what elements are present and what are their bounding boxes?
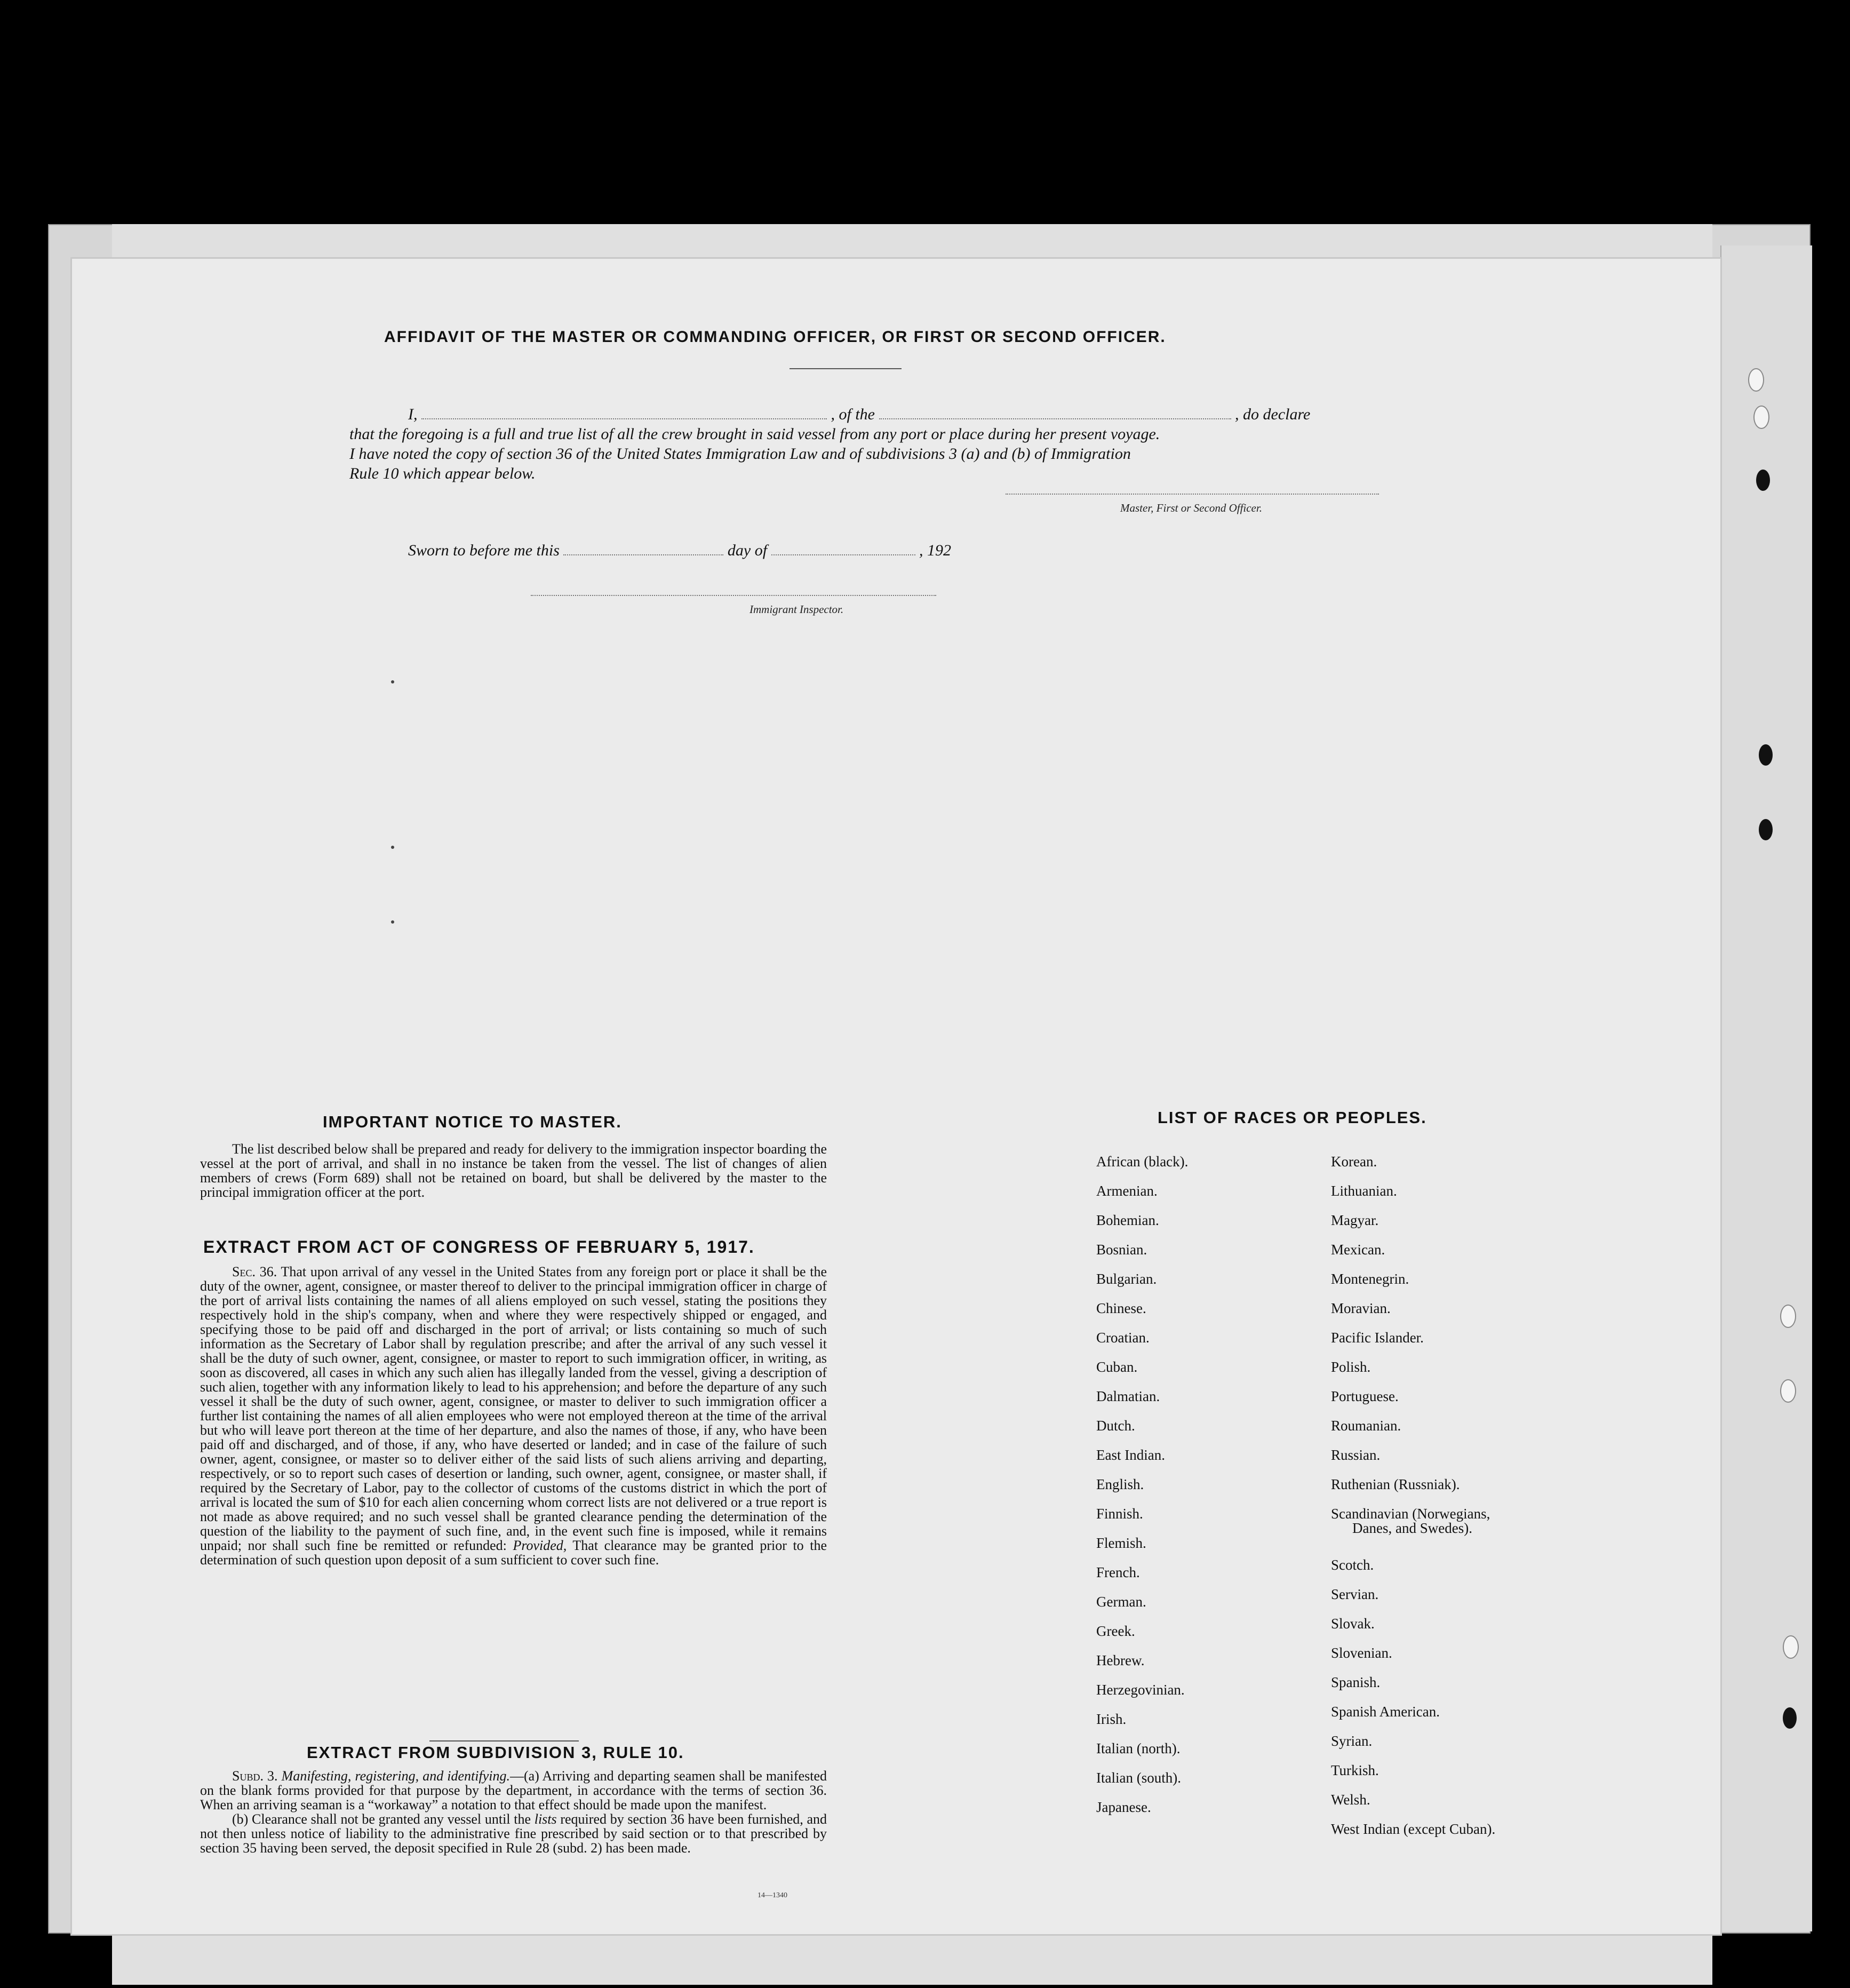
punch-hole-icon [1783, 1635, 1799, 1659]
sworn-month-field[interactable] [771, 554, 915, 555]
rule-extract-text [200, 1769, 827, 1855]
punch-hole-icon [1753, 405, 1769, 429]
race-item: Portuguese. [1331, 1388, 1399, 1404]
race-item: Croatian. [1096, 1330, 1150, 1346]
stray-mark [391, 920, 394, 924]
provided-word: Provided, [513, 1538, 567, 1553]
rule-text-a: —(a) Arriving and departing seamen shall be manifested on the blank forms provided for that purpose by the department, in accordance with the terms of section 36. When an arriving seaman is a “workaway” a notation to that effect should be made upon the manifest. [200, 1768, 827, 1812]
notice-paragraph: The list described below shall be prepared and ready for delivery to the immigration inspector boarding the vessel at the port of arrival, and shall in no instance be taken from the vessel. The list of changes of alien members of crews (Form 689) shall not be retained on board, but shall be delivered by the master to the principal immigration officer at the port. [200, 1141, 827, 1200]
sworn-day-field[interactable] [563, 554, 723, 555]
race-item: Ruthenian (Russniak). [1331, 1476, 1460, 1492]
punch-hole-icon [1780, 1305, 1796, 1328]
act-extract-title: EXTRACT FROM ACT OF CONGRESS OF FEBRUARY 5, 1917. [203, 1237, 755, 1257]
race-item: East Indian. [1096, 1447, 1165, 1463]
race-item: Italian (south). [1096, 1770, 1181, 1786]
name-field[interactable] [421, 418, 827, 419]
race-item: French. [1096, 1564, 1140, 1580]
rule-text-b-2: required by section 36 have been furnished, and not then unless notice of liability to the administrative fine prescribed by said section or to that prescribed by section 35 having been served, the deposit specified in Rule 28 (subd. 2) has been made. [200, 1811, 827, 1856]
sec-label: Sec. 36. [232, 1264, 277, 1279]
rule-paragraph-a [200, 1769, 827, 1812]
affidavit-declare: , do declare [1235, 405, 1311, 423]
race-item: Dalmatian. [1096, 1388, 1160, 1404]
race-item: Bulgarian. [1096, 1271, 1157, 1287]
rule-heading: Manifesting, registering, and identifying. [281, 1768, 510, 1784]
race-item: Lithuanian. [1331, 1183, 1397, 1199]
notice-title: IMPORTANT NOTICE TO MASTER. [323, 1112, 622, 1131]
inspector-signature-field[interactable] [531, 595, 936, 596]
punch-hole-icon [1759, 744, 1773, 766]
notice-text [200, 1142, 827, 1199]
race-item: African (black). [1096, 1154, 1189, 1170]
rule-text-b-lists: lists [534, 1811, 557, 1827]
race-item: Scandinavian (Norwegians, [1331, 1506, 1490, 1522]
sworn-line [408, 542, 951, 560]
race-item: Dutch. [1096, 1418, 1135, 1434]
race-item: Bohemian. [1096, 1212, 1159, 1228]
race-item: Roumanian. [1331, 1418, 1401, 1434]
race-item: Welsh. [1331, 1792, 1370, 1808]
race-item: German. [1096, 1594, 1146, 1610]
form-number: 14—1340 [757, 1891, 787, 1899]
affidavit-line-2: that the foregoing is a full and true list of all the crew brought in said vessel from any port or place during her present voyage. [349, 425, 1160, 443]
race-item: Pacific Islander. [1331, 1330, 1424, 1346]
subd-label: Subd. 3. [232, 1768, 278, 1784]
affidavit-line-3: I have noted the copy of section 36 of the United States Immigration Law and of subdivisions 3 (a) and (b) of Immigration [349, 445, 1131, 463]
races-title: LIST OF RACES OR PEOPLES. [1158, 1108, 1427, 1127]
rule-extract-title: EXTRACT FROM SUBDIVISION 3, RULE 10. [307, 1743, 684, 1762]
punch-hole-icon [1759, 819, 1773, 840]
race-item: Irish. [1096, 1711, 1127, 1727]
race-item: Italian (north). [1096, 1740, 1181, 1756]
race-item: Finnish. [1096, 1506, 1143, 1522]
race-item: Herzegovinian. [1096, 1682, 1185, 1698]
day-of-text: day of [727, 542, 768, 559]
divider [790, 368, 902, 369]
affidavit-i: I, [408, 405, 418, 423]
race-item: Moravian. [1331, 1300, 1391, 1316]
affidavit-line-1 [408, 405, 1310, 424]
races-left-column [1096, 1147, 1188, 1822]
rule-text-b-1: (b) Clearance shall not be granted any vessel until the [232, 1811, 531, 1827]
divider [429, 1740, 579, 1742]
affidavit-line-4: Rule 10 which appear below. [349, 465, 536, 482]
race-item: Russian. [1331, 1447, 1381, 1463]
affidavit-of-the: , of the [831, 405, 875, 423]
race-item: Armenian. [1096, 1183, 1158, 1199]
race-item: Chinese. [1096, 1300, 1146, 1316]
race-item: Hebrew. [1096, 1652, 1145, 1668]
form-page [72, 259, 1720, 1934]
year-text: , 192 [919, 542, 952, 559]
race-item: Bosnian. [1096, 1242, 1147, 1258]
race-item: Magyar. [1331, 1212, 1379, 1228]
race-item: English. [1096, 1476, 1144, 1492]
race-item: Japanese. [1096, 1799, 1151, 1815]
act-extract-text [200, 1265, 827, 1567]
punch-hole-icon [1780, 1379, 1796, 1403]
affidavit-title: AFFIDAVIT OF THE MASTER OR COMMANDING OFFICER, OR FIRST OR SECOND OFFICER. [384, 328, 1166, 346]
race-item: Flemish. [1096, 1535, 1146, 1551]
rule-paragraph-b [200, 1812, 827, 1855]
act-text-end: That clearance may be granted prior to the determination of such question upon deposit of a sum sufficient to cover such fine. [200, 1538, 827, 1568]
race-item: Turkish. [1331, 1762, 1379, 1778]
race-item: Greek. [1096, 1623, 1135, 1639]
race-item: Korean. [1331, 1154, 1377, 1170]
vessel-field[interactable] [879, 418, 1231, 419]
race-item: Syrian. [1331, 1733, 1373, 1749]
master-signature-field[interactable] [1006, 494, 1379, 495]
race-item: Spanish American. [1331, 1704, 1440, 1720]
punch-hole-icon [1756, 470, 1770, 491]
stray-mark [391, 680, 394, 683]
punch-hole-icon [1748, 368, 1764, 392]
race-item: Slovak. [1331, 1616, 1375, 1632]
race-item: West Indian (except Cuban). [1331, 1821, 1496, 1837]
act-text: That upon arrival of any vessel in the United States from any foreign port or place it shall be the duty of the owner, agent, consignee, or master thereof to deliver to the principal immigration officer in charge of the port of arrival lists containing the names of all aliens employed on such vessel, stating the positions they respectively hold in the ship's company, when and where they were respectively shipped or engaged, and specifying those to be paid off and discharged in the port of arrival; or lists containing so much of such information as the Secretary of Labor shall by regulation prescribe; and after the arrival of any such vessel it shall be the duty of such owner, agent, consignee, or master to report to such immigration officer, in writing, as soon as discovered, all cases in which any such alien has illegally landed from the vessel, giving a description of such alien, together with any information likely to lead to his apprehension; and before the departure of any such vessel it shall be the duty of such owner, agent, consignee, or master to deliver to such immigration officer a further list containing the names of all alien employees who were not employed thereon at the time of the arrival but who will leave port thereon at the time of her departure, and also the names of those, if any, who have been paid off and discharged, and of those, if any, who have deserted or landed; and in case of the failure of such owner, agent, consignee, or master so to deliver either of the said lists of such aliens arriving and departing, respectively, or so to report such cases of desertion or landing, such owner, agent, consignee, or master shall, if required by the Secretary of Labor, pay to the collector of customs of the customs district in which the port of arrival is located the sum of $10 for each alien concerning whom correct lists are not delivered or a true report is not made as above required; and no such vessel shall be granted clearance pending the determination of the question of the liability to the payment of such fine, and, in the event such fine is imposed, while it remains unpaid; nor shall such fine be remitted or refunded: [200, 1264, 827, 1553]
race-item: Spanish. [1331, 1674, 1381, 1690]
stray-mark [391, 846, 394, 849]
races-right-column [1331, 1147, 1495, 1844]
sworn-text: Sworn to before me this [408, 542, 560, 559]
act-paragraph [200, 1265, 827, 1567]
race-item: Slovenian. [1331, 1645, 1392, 1661]
race-item: Mexican. [1331, 1242, 1385, 1258]
binder-strip [1720, 245, 1812, 1931]
race-item: Scotch. [1331, 1557, 1374, 1573]
race-item: Danes, and Swedes). [1352, 1520, 1472, 1536]
race-item: Servian. [1331, 1586, 1379, 1602]
race-item: Montenegrin. [1331, 1271, 1409, 1287]
race-item: Cuban. [1096, 1359, 1138, 1375]
master-signature-caption: Master, First or Second Officer. [1120, 502, 1262, 514]
punch-hole-icon [1783, 1707, 1797, 1729]
inspector-caption: Immigrant Inspector. [749, 603, 844, 616]
race-item: Polish. [1331, 1359, 1371, 1375]
